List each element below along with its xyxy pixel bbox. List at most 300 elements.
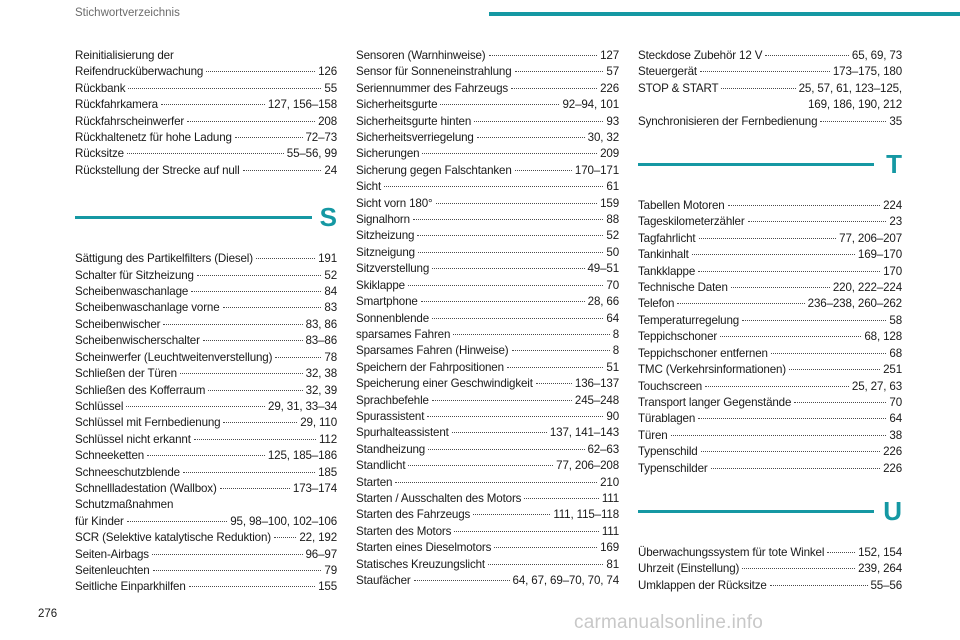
index-entry [75,448,337,464]
index-entry-term: Staufächer [356,574,411,587]
dot-leader [422,153,597,154]
index-entry [356,81,619,97]
index-entry [356,458,619,474]
dot-leader [748,221,887,222]
index-entry [638,545,902,561]
index-entry-pages: 38 [889,428,902,442]
index-entry-pages: 61 [606,180,619,194]
index-entry [75,317,337,333]
index-entry-term: Skiklappe [356,278,405,292]
index-entry-term: Sicherung gegen Falschtanken [356,163,512,177]
index-entry-pages: 111 [601,524,619,538]
index-entry [356,491,619,507]
watermark-text: carmanualsonline.info [574,612,764,633]
index-entry-term: für Kinder [75,514,124,528]
index-entry [638,81,902,97]
dot-leader [180,373,303,374]
index-entry-term: Schlüssel nicht erkannt [75,432,191,446]
index-entry [638,247,902,263]
index-entry-term: Rückstellung der Strecke auf null [75,163,240,177]
dot-leader [206,71,315,72]
index-entry-term: Standheizung [356,442,426,456]
index-entry [638,114,902,130]
index-entry-pages: 96–97 [305,547,337,561]
dot-leader [161,104,265,105]
dot-leader [701,451,881,452]
index-entry [356,442,619,458]
index-entry-pages: 30, 32 [587,131,619,145]
index-entry [356,360,619,376]
index-entry-pages: 93 [606,114,619,128]
index-entry-term: Sprachbefehle [356,393,429,407]
index-entry [75,366,337,382]
dot-leader [820,121,886,122]
index-column-middle [356,48,619,589]
dot-leader [183,472,315,473]
dot-leader [223,307,322,308]
dot-leader [128,88,321,89]
index-entry-pages: 83, 86 [305,317,337,331]
dot-leader [728,205,881,206]
dot-leader [220,488,290,489]
index-entry [75,300,337,316]
header-accent-bar [489,12,960,16]
dot-leader [436,203,598,204]
index-entry-term: Sitzneigung [356,245,415,259]
index-entry [75,399,337,415]
dot-leader [235,137,303,138]
index-entry [638,329,902,345]
index-entry-term: Starten eines Dieselmotors [356,541,492,555]
index-entry-pages: 185 [318,465,337,479]
index-entry-term: Schlüssel mit Fernbedienung [75,416,221,430]
index-entry-term: STOP & START [638,81,719,95]
index-entry-pages: 137, 141–143 [549,426,619,440]
dot-leader [692,254,855,255]
index-column-right [638,48,902,594]
index-entry-term: Transport langer Gegenstände [638,395,792,409]
index-entry [638,214,902,230]
dot-leader [274,537,296,538]
dot-leader [191,291,321,292]
index-entry [638,198,902,214]
index-entry [638,264,902,280]
index-entry-term: Temperaturregelung [638,313,740,327]
section-rule [638,510,874,513]
index-entry [75,130,337,146]
dot-leader [731,287,830,288]
index-entry [356,163,619,179]
dot-leader [275,357,321,358]
index-entry [638,379,902,395]
index-entry-term: Speicherung einer Geschwindigkeit [356,377,533,391]
index-entry-pages: 236–238, 260–262 [807,297,902,311]
index-entry-term: Statisches Kreuzungslicht [356,557,486,571]
dot-leader [671,435,887,436]
dot-leader [153,570,322,571]
index-entry-term: Sättigung des Partikelfilters (Diesel) [75,252,253,266]
index-entry [75,415,337,431]
index-entry-pages: 125, 185–186 [267,449,337,463]
index-entry [638,231,902,247]
index-entry-term: Speichern der Fahrpositionen [356,360,504,374]
index-entry-term: Scheinwerfer (Leuchtweitenverstellung) [75,350,273,364]
dot-leader [489,55,598,56]
index-entry-pages: 208 [318,114,337,128]
index-entry-term: Touchscreen [638,379,703,393]
dot-leader [488,564,603,565]
index-entry-term: sparsames Fahren [356,327,451,341]
index-entry [638,280,902,296]
index-entry [75,514,337,530]
index-entry-pages: 25, 57, 61, 123–125, [798,81,902,95]
dot-leader [511,88,597,89]
dot-leader [194,439,316,440]
index-entry-term: Schutzmaßnahmen [75,498,174,512]
index-entry-term: Schalter für Sitzheizung [75,268,194,282]
index-entry-term: Tankinhalt [638,248,689,262]
dot-leader [705,386,849,387]
dot-leader [742,568,855,569]
index-entry [75,48,337,64]
index-entry-pages: 32, 38 [305,367,337,381]
dot-leader [427,416,603,417]
dot-leader [536,383,572,384]
index-entry-pages: 65, 69, 73 [851,49,902,62]
dot-leader [770,585,868,586]
index-group [75,251,337,596]
index-entry-pages: 52 [324,268,337,282]
index-entry-pages: 191 [318,252,337,266]
index-entry-term: Teppichschoner entfernen [638,346,768,360]
index-entry [356,475,619,491]
dot-leader [163,324,302,325]
index-entry-pages: 169, 186, 190, 212 [807,98,902,112]
index-entry-pages: 64 [606,311,619,325]
index-entry [356,130,619,146]
section-divider-t [638,138,902,198]
index-entry-term: Signalhorn [356,213,410,227]
index-entry [356,64,619,80]
index-entry-term: Sicherheitsgurte hinten [356,114,472,128]
index-entry-term: Schneeketten [75,449,145,463]
section-letter-s: S [319,202,337,233]
dot-leader [494,547,597,548]
dot-leader [395,482,597,483]
index-entry-pages: 136–137 [574,377,619,391]
index-entry-pages: 245–248 [574,393,619,407]
index-entry-term: Sparsames Fahren (Hinweise) [356,344,509,358]
index-entry [356,196,619,212]
index-entry [356,557,619,573]
index-entry-term: Sicht vorn 180° [356,196,433,210]
index-entry [356,507,619,523]
index-entry-term: Tagfahrlicht [638,231,696,245]
dot-leader [408,465,553,466]
index-entry [75,333,337,349]
index-entry-term: Sensor für Sonneneinstrahlung [356,65,512,79]
index-entry-pages: 70 [889,395,902,409]
index-entry [638,346,902,362]
dot-leader [127,521,227,522]
index-entry-term: Rückfahrscheinwerfer [75,114,185,128]
dot-leader [771,353,887,354]
index-entry [75,432,337,448]
index-entry-term: Rückhaltenetz für hohe Ladung [75,131,232,145]
index-entry [356,48,619,64]
index-entry-pages: 127 [600,49,619,62]
index-entry [356,114,619,130]
index-entry-pages: 68, 128 [864,330,902,344]
index-entry-term: Standlicht [356,459,406,473]
index-entry-term: Tageskilometerzähler [638,215,745,229]
index-entry-term: Schließen des Kofferraum [75,383,206,397]
index-entry-pages: 95, 98–100, 102–106 [230,514,337,528]
index-entry-term: Türablagen [638,412,696,426]
index-entry [356,245,619,261]
index-entry-pages: 50 [606,245,619,259]
index-entry-term: Scheibenwaschanlage [75,285,189,299]
index-entry-term: Typenschild [638,445,698,459]
index-entry-pages: 173–175, 180 [832,65,902,79]
index-entry-pages: 83 [324,301,337,315]
index-entry-pages: 32, 39 [305,383,337,397]
index-entry-pages: 224 [883,199,902,213]
index-entry-term: Scheibenwischerschalter [75,334,200,348]
index-entry [75,284,337,300]
index-entry-term: Sicht [356,180,382,194]
index-entry-pages: 55–56, 99 [286,147,337,161]
dot-leader [453,334,609,335]
dot-leader [474,121,603,122]
dot-leader [432,318,603,319]
index-entry [75,146,337,162]
index-entry [638,411,902,427]
index-entry-term: Teppichschoner [638,330,718,344]
index-entry [356,278,619,294]
dot-leader [414,580,510,581]
index-entry-pages: 78 [324,350,337,364]
index-entry-pages: 23 [889,215,902,229]
dot-leader [126,406,265,407]
index-entry-pages: 84 [324,285,337,299]
section-letter-t: T [886,149,902,180]
index-entry-term: Starten [356,475,393,489]
index-entry-term: Reinitialisierung der [75,49,174,62]
index-entry [356,294,619,310]
index-entry-term: Uhrzeit (Einstellung) [638,562,740,576]
index-group [638,48,902,130]
index-entry-term: Reifendrucküberwachung [75,65,204,79]
index-entry-pages: 29, 110 [300,416,337,430]
index-group [75,48,337,179]
index-entry-pages: 152, 154 [858,545,902,559]
index-entry-term: Steckdose Zubehör 12 V [638,49,763,62]
index-entry-term: Schnellladestation (Wallbox) [75,481,217,495]
index-entry-pages: 226 [883,445,902,459]
index-entry-pages: 64, 67, 69–70, 70, 74 [512,574,619,587]
index-entry-term: Tankklappe [638,264,696,278]
index-entry-term: Schlüssel [75,399,124,413]
index-entry [356,228,619,244]
dot-leader [677,303,804,304]
dot-leader [765,55,849,56]
index-entry [356,97,619,113]
index-entry [75,563,337,579]
index-group [638,545,902,594]
index-entry-term: Seitliche Einparkhilfen [75,580,186,594]
dot-leader [187,121,315,122]
dot-leader [208,390,302,391]
index-entry-term: Scheibenwaschanlage vorne [75,301,220,315]
index-entry-term: SCR (Selektive katalytische Reduktion) [75,531,271,545]
dot-leader [408,285,603,286]
index-entry-pages: 155 [318,580,337,594]
index-entry-term: Sensoren (Warnhinweise) [356,49,486,62]
dot-leader [189,586,315,587]
index-entry-pages: 251 [883,363,902,377]
index-entry-term: Seitenleuchten [75,563,150,577]
dot-leader [720,336,861,337]
index-entry [75,481,337,497]
dot-leader [721,88,795,89]
index-entry [75,350,337,366]
index-entry-term: Sicherheitsverriegelung [356,131,474,145]
index-entry-pages: 68 [889,346,902,360]
index-entry-term: Starten des Fahrzeugs [356,508,471,522]
index-entry-term: Schließen der Türen [75,367,177,381]
index-entry-pages: 210 [600,475,619,489]
dot-leader [711,468,881,469]
dot-leader [698,418,886,419]
index-entry [75,268,337,284]
index-entry [75,383,337,399]
index-entry-pages: 49–51 [587,262,619,276]
index-entry [75,465,337,481]
index-entry [356,343,619,359]
index-entry-pages: 79 [324,563,337,577]
index-entry-pages: 111, 115–118 [553,508,619,522]
dot-leader [507,367,603,368]
index-entry-term: Steuergerät [638,65,697,79]
index-entry [638,48,902,64]
index-column-left [75,48,337,596]
dot-leader [203,340,303,341]
dot-leader [418,252,603,253]
index-entry [638,296,902,312]
index-entry-pages: 24 [324,163,337,177]
index-entry-pages: 127, 156–158 [267,98,337,112]
index-entry-pages: 35 [889,114,902,128]
dot-leader [147,455,265,456]
index-entry-term: Typenschilder [638,461,708,475]
index-entry-pages: 70 [606,278,619,292]
index-entry-pages: 77, 206–208 [556,459,619,473]
index-entry-pages: 25, 27, 63 [851,379,902,393]
index-entry-pages: 29, 31, 33–34 [268,399,337,413]
index-entry-pages: 173–174 [292,481,337,495]
index-entry [75,579,337,595]
section-rule [75,216,312,219]
index-entry [356,179,619,195]
dot-leader [384,186,603,187]
index-entry-term: Türen [638,428,668,442]
page-number: 276 [38,608,58,620]
index-entry-term: Spurhalteassistent [356,426,449,440]
index-entry-pages: 90 [606,409,619,423]
index-entry-term: Seriennummer des Fahrzeugs [356,81,509,95]
index-entry-term: Sicherungen [356,147,420,161]
index-entry [638,313,902,329]
index-entry-pages: 28, 66 [587,295,619,309]
dot-leader [827,552,855,553]
index-entry-term: Sicherheitsgurte [356,98,438,112]
index-entry-pages: 8 [612,344,619,358]
index-entry [356,425,619,441]
index-entry [638,444,902,460]
dot-leader [152,554,303,555]
dot-leader [440,104,559,105]
index-entry-term: Starten des Motors [356,524,452,538]
dot-leader [127,153,284,154]
index-entry [356,376,619,392]
index-entry [356,327,619,343]
index-entry-term: Telefon [638,297,675,311]
index-entry [638,428,902,444]
index-entry-term: Starten / Ausschalten des Motors [356,491,522,505]
dot-leader [223,422,297,423]
index-entry-term: Synchronisieren der Fernbedienung [638,114,818,128]
dot-leader [698,271,880,272]
index-entry [356,146,619,162]
index-entry [75,64,337,80]
index-entry-pages: 112 [318,432,337,446]
index-entry-pages: 170–171 [574,163,619,177]
index-entry-pages: 111 [601,491,619,505]
section-rule [638,163,874,166]
index-entry [75,547,337,563]
index-entry-term: Scheibenwischer [75,317,161,331]
dot-leader [197,275,322,276]
index-entry [356,212,619,228]
dot-leader [477,137,585,138]
dot-leader [515,71,604,72]
dot-leader [512,350,610,351]
dot-leader [454,531,599,532]
index-entry-pages: 169–170 [857,248,902,262]
index-entry-term: Sitzverstellung [356,262,430,276]
index-entry-pages: 55 [324,81,337,95]
dot-leader [700,71,830,72]
index-entry [75,251,337,267]
index-entry-pages: 226 [600,81,619,95]
index-entry-pages: 170 [883,264,902,278]
index-entry-pages: 126 [318,65,337,79]
running-header-title: Stichwortverzeichnis [75,7,180,19]
index-entry [638,561,902,577]
index-entry [356,540,619,556]
section-divider-u [638,485,902,545]
dot-leader [428,449,584,450]
index-entry [75,97,337,113]
dot-leader [432,268,584,269]
index-group [356,48,619,589]
index-entry-term: TMC (Verkehrsinformationen) [638,363,787,377]
index-entry [75,163,337,179]
dot-leader [742,320,886,321]
index-entry-pages: 57 [606,65,619,79]
index-entry-pages: 8 [612,327,619,341]
